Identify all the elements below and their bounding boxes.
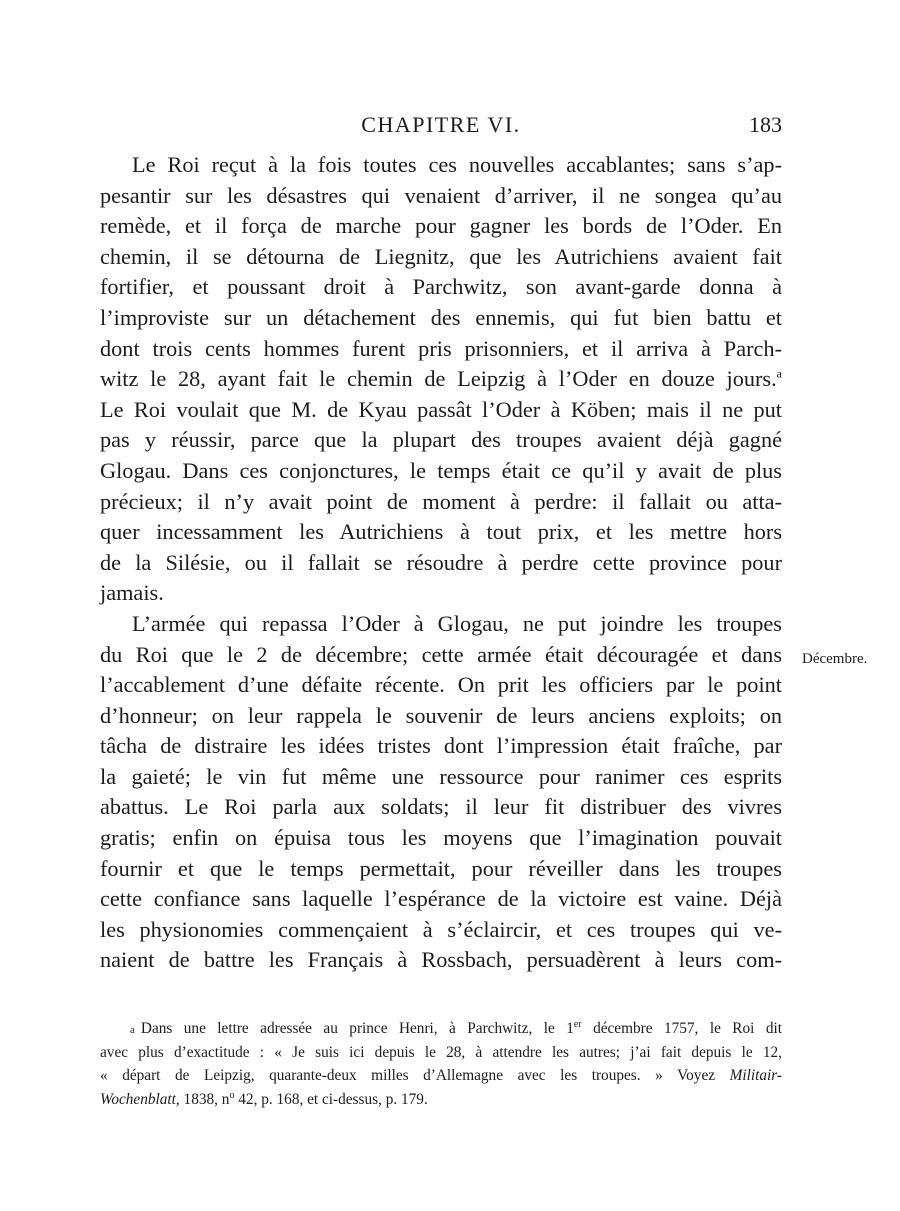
- text-line: de la Silésie, ou il fallait se résoudre à perdre cette province pour: [100, 549, 782, 575]
- running-title: CHAPITRE VI.: [361, 112, 521, 137]
- footnote-italic: Wochenblatt,: [100, 1091, 180, 1109]
- text-line-with-footnote-ref: [100, 364, 782, 395]
- footnote-text: Dans une lettre adressée au prince Henri, à Parchwitz, le 1: [140, 1020, 574, 1037]
- text-line: Le Roi voulait que M. de Kyau passât l’Oder à Köben; mais il ne put: [100, 396, 782, 422]
- text-line: remède, et il força de marche pour gagner les bords de l’Oder. En: [100, 213, 782, 239]
- text-line: cette confiance sans laquelle l’espérance de la victoire est vaine. Déjà: [100, 886, 782, 912]
- footnote: [100, 1017, 782, 1112]
- text-line: L’armée qui repassa l’Oder à Glogau, ne put joindre les troupes: [132, 610, 782, 636]
- text-line: pesantir sur les désastres qui venaient d’arriver, il ne songea qu’au: [100, 182, 782, 208]
- footnote-text: 1838, n: [179, 1091, 230, 1109]
- text-line: la gaieté; le vin fut même une ressource pour ranimer ces esprits: [100, 763, 782, 789]
- page-number: 183: [749, 112, 782, 137]
- footnote-line: [100, 1088, 782, 1112]
- footnote-line: avec plus d’exactitude : « Je suis ici depuis le 28, à attendre les autres; j’ai fait depuis le 12,: [100, 1043, 782, 1061]
- footnote-italic: Militair-: [729, 1067, 782, 1085]
- text-line: fortifier, et poussant droit à Parchwitz, son avant-garde donna à: [100, 274, 782, 300]
- footnote-text: décembre 1757, le Roi dit: [581, 1020, 782, 1037]
- text-line: gratis; enfin on épuisa tous les moyens que l’imagination pouvait: [100, 825, 782, 851]
- text-line: tâcha de distraire les idées tristes dont l’impression était fraîche, par: [100, 733, 782, 759]
- footnote-text: 42, p. 168, et ci-dessus, p. 179.: [234, 1091, 428, 1109]
- text-line: pas y réussir, parce que la plupart des troupes avaient déjà gagné: [100, 427, 782, 453]
- text-line: dont trois cents hommes furent pris prisonniers, et il arriva à Parch-: [100, 335, 782, 361]
- text-line: l’accablement d’une défaite récente. On prit les officiers par le point: [100, 672, 782, 698]
- text-line: d’honneur; on leur rappela le souvenir de leurs anciens exploits; on: [100, 702, 782, 728]
- text-line: les physionomies commençaient à s’éclaircir, et ces troupes qui ve-: [100, 916, 782, 942]
- body-text: [100, 150, 782, 976]
- text-line: précieux; il n’y avait point de moment à perdre: il fallait ou atta-: [100, 488, 782, 514]
- text-line: fournir et que le temps permettait, pour réveiller dans les troupes: [100, 855, 782, 881]
- footnote-marker: a: [130, 1024, 135, 1036]
- text-line: witz le 28, ayant fait le chemin de Leipzig à l’Oder en douze jours.: [100, 366, 777, 392]
- margin-note: Décembre.: [802, 651, 868, 667]
- text-line: chemin, il se détourna de Liegnitz, que les Autrichiens avaient fait: [100, 243, 782, 269]
- footnote-line: [100, 1017, 782, 1041]
- text-line: jamais.: [100, 580, 164, 606]
- footnote-superscript: o: [229, 1089, 235, 1101]
- text-line: du Roi que le 2 de décembre; cette armée était découragée et dans: [100, 641, 782, 667]
- footnote-line: [100, 1064, 782, 1088]
- text-line: naient de battre les Français à Rossbach, persuadèrent à leurs com-: [100, 947, 782, 973]
- text-line: Le Roi reçut à la fois toutes ces nouvelles accablantes; sans s’ap-: [132, 152, 782, 177]
- text-line: abattus. Le Roi parla aux soldats; il leur fit distribuer des vivres: [100, 794, 782, 820]
- text-line: l’improviste sur un détachement des ennemis, qui fut bien battu et: [100, 304, 782, 330]
- text-line: Glogau. Dans ces conjonctures, le temps était ce qu’il y avait de plus: [100, 457, 782, 483]
- text-line: quer incessamment les Autrichiens à tout prix, et les mettre hors: [100, 519, 782, 545]
- footnote-reference: a: [776, 366, 782, 381]
- footnote-superscript: er: [573, 1018, 582, 1030]
- footnote-text: « départ de Leipzig, quarante-deux milles d’Allemagne avec les troupes. » Voyez: [100, 1067, 730, 1085]
- page-header: [100, 112, 782, 142]
